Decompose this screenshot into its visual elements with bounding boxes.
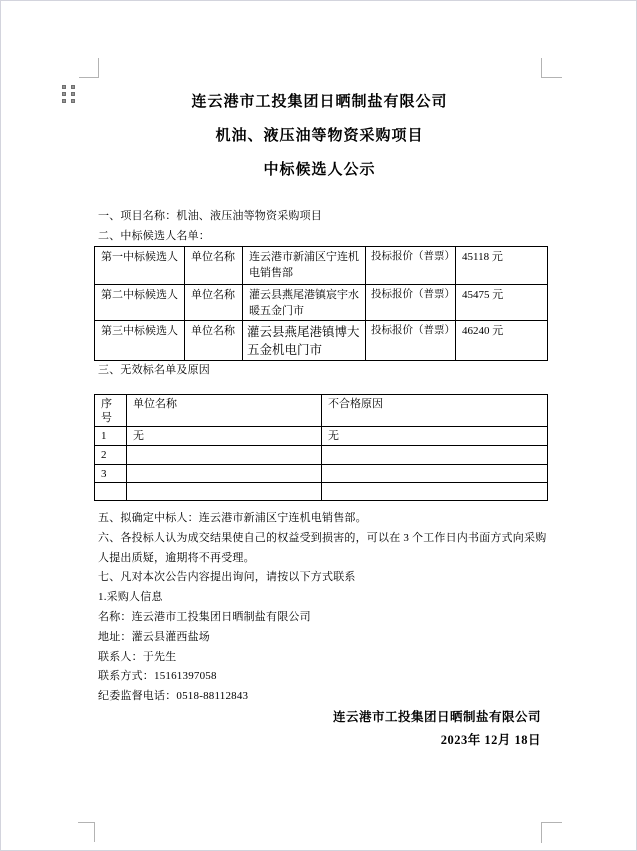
handle-dot [62,85,66,89]
candidates-table [94,246,548,361]
reason-cell [322,483,548,501]
candidate-rank-cell: 第二中标候选人 [95,285,185,321]
price-value-cell: 45118 元 [456,247,548,285]
contact-phone: 联系方式：15161397058 [98,670,217,683]
signature-block [98,706,541,752]
table-row [95,247,548,285]
price-label-cell: 投标报价（普票） [366,247,456,285]
company-cell [127,465,322,483]
doc-title-project: 机油、液压油等物资采购项目 [215,128,424,144]
seq-cell: 1 [95,427,127,446]
seq-cell: 2 [95,446,127,465]
title-block [98,85,541,187]
company-cell [127,483,322,501]
column-header-seq: 序号 [95,395,127,427]
handle-dot [62,92,66,96]
section-inquiry: 七、凡对本次公告内容提出询问，请按以下方式联系 [98,571,356,584]
margin-mark-bottom-left-icon [78,822,95,842]
signature-company: 连云港市工投集团日晒制盐有限公司 [332,710,541,724]
margin-mark-top-right-icon [541,58,562,78]
supervision-phone: 纪委监督电话：0518-88112843 [98,690,249,703]
handle-dot [62,99,66,103]
company-name-cell: 灌云县燕尾港镇博大五金机电门市 [243,321,366,361]
table-row [95,483,548,501]
field-label-cell: 单位名称 [185,285,243,321]
handle-dot [71,85,75,89]
price-value-cell: 46240 元 [456,321,548,361]
drag-handle-icon[interactable] [62,85,75,103]
price-label-cell: 投标报价（普票） [366,321,456,361]
doc-title-notice: 中标候选人公示 [263,162,376,178]
section-winner: 五、拟确定中标人：连云港市新浦区宁连机电销售部。 [98,512,367,524]
purchaser-info-heading: 1.采购人信息 [98,591,163,604]
margin-mark-top-left-icon [79,58,99,78]
section-invalid-bids-heading: 三、无效标名单及原因 [98,364,210,376]
reason-cell [322,465,548,483]
reason-cell [322,446,548,465]
price-value-cell: 45475 元 [456,285,548,321]
table-row [95,465,548,483]
margin-mark-bottom-right-icon [541,822,562,843]
doc-title-company: 连云港市工投集团日晒制盐有限公司 [191,94,448,110]
candidate-rank-cell: 第三中标候选人 [95,321,185,361]
contact-person: 联系人：于先生 [98,650,177,663]
candidate-rank-cell: 第一中标候选人 [95,247,185,285]
field-label-cell: 单位名称 [185,321,243,361]
section-project-name: 一、项目名称：机油、液压油等物资采购项目 [98,210,322,222]
seq-cell [95,483,127,501]
section-objection: 六、各投标人认为成交结果使自己的权益受到损害的，可以在 3 个工作日内书面方式向采购人提出质疑，逾期将不再受理。 [98,531,547,564]
company-cell: 无 [127,427,322,446]
column-header-company: 单位名称 [127,395,322,427]
table-row [95,446,548,465]
invalid-bids-table [94,394,548,501]
column-header-reason: 不合格原因 [322,395,548,427]
handle-dot [71,99,75,103]
section-candidate-list-heading: 二、中标候选人名单： [98,230,210,242]
handle-dot [71,92,75,96]
price-label-cell: 投标报价（普票） [366,285,456,321]
purchaser-name: 名称：连云港市工投集团日晒制盐有限公司 [98,610,311,623]
company-cell [127,446,322,465]
purchaser-address: 地址：灌云县灌西盐场 [98,630,210,643]
company-name-cell: 灌云县燕尾港镇宸宇水暖五金门市 [243,285,366,321]
field-label-cell: 单位名称 [185,247,243,285]
signature-date: 2023年 12月 18日 [440,733,541,747]
table-row [95,321,548,361]
seq-cell: 3 [95,465,127,483]
table-row [95,285,548,321]
lower-text-block [98,509,548,707]
company-name-cell: 连云港市新浦区宁连机电销售部 [243,247,366,285]
table-row [95,427,548,446]
reason-cell: 无 [322,427,548,446]
table-header-row [95,395,548,427]
